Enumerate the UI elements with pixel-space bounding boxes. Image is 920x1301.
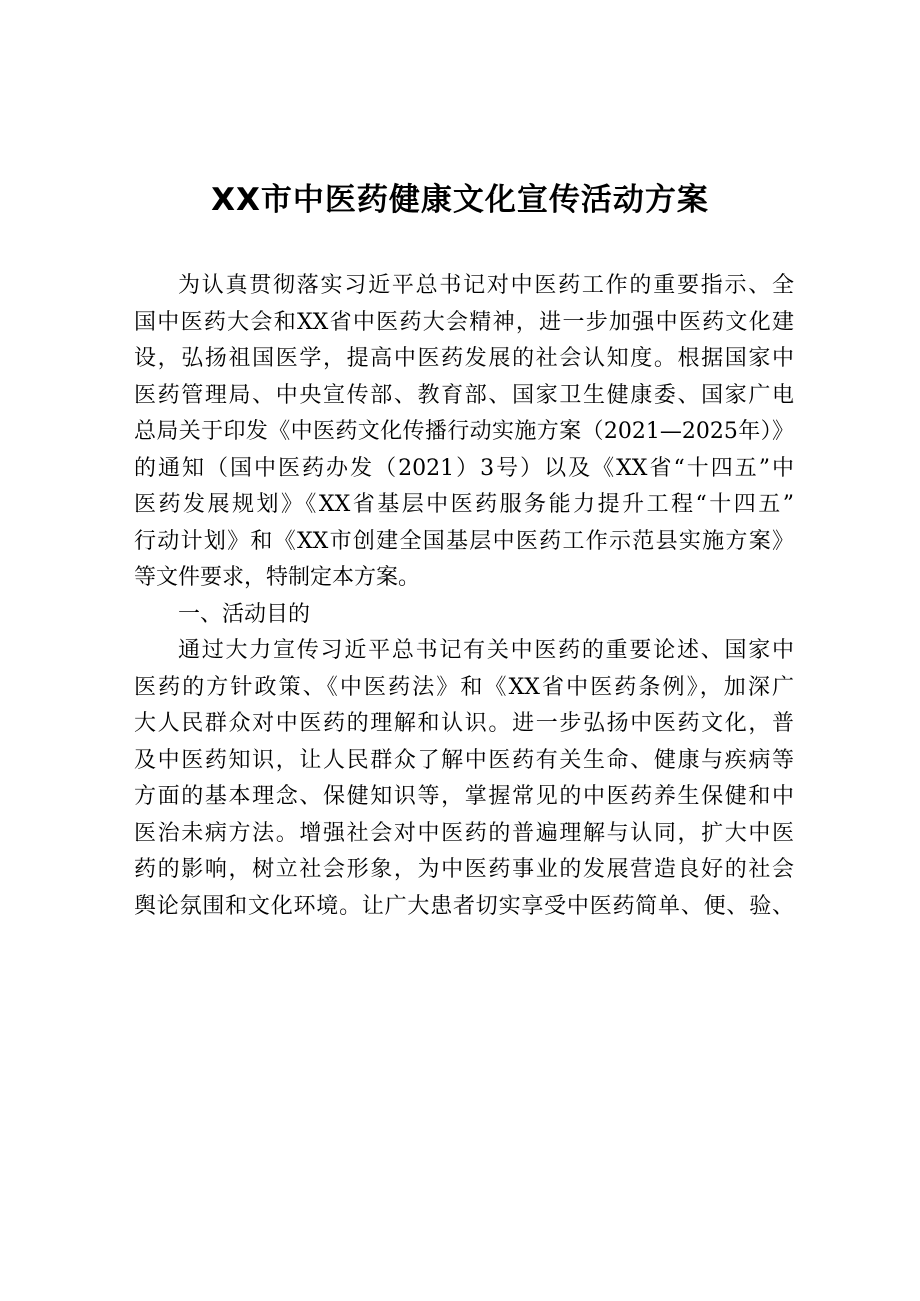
purpose-paragraph-line: 医药的方针政策、《中医药法》和《XX省中医药条例》，加深广 xyxy=(134,674,794,700)
intro-paragraph-line: 设，弘扬祖国医学，提高中医药发展的社会认知度。根据国家中 xyxy=(134,346,794,371)
intro-paragraph-line: 的通知（国中医药办发（2021）3号）以及《XX省“十四五”中 xyxy=(134,455,794,481)
purpose-paragraph-line: 医治未病方法。增强社会对中医药的普遍理解与认同，扩大中医 xyxy=(134,820,794,846)
document-body xyxy=(134,268,794,925)
intro-paragraph-line: 为认真贯彻落实习近平总书记对中医药工作的重要指示、全 xyxy=(178,273,794,298)
document-title: XX市中医药健康文化宣传活动方案 xyxy=(211,182,709,218)
purpose-paragraph-line: 及中医药知识，让人民群众了解中医药有关生命、健康与疾病等 xyxy=(134,747,794,773)
purpose-paragraph-line: 通过大力宣传习近平总书记有关中医药的重要论述、国家中 xyxy=(178,638,794,663)
purpose-paragraph-line: 大人民群众对中医药的理解和认识。进一步弘扬中医药文化，普 xyxy=(134,711,794,736)
intro-paragraph-line: 医药发展规划》《XX省基层中医药服务能力提升工程“十四五” xyxy=(134,492,794,517)
intro-paragraph-line: 行动计划》和《XX市创建全国基层中医药工作示范县实施方案》 xyxy=(134,528,794,554)
intro-paragraph-line: 等文件要求，特制定本方案。 xyxy=(134,565,421,590)
intro-paragraph-line: 医药管理局、中央宣传部、教育部、国家卫生健康委、国家广电 xyxy=(134,382,794,408)
purpose-paragraph-line: 药的影响，树立社会形象，为中医药事业的发展营造良好的社会 xyxy=(134,857,794,882)
purpose-paragraph-line: 舆论氛围和文化环境。让广大患者切实享受中医药简单、便、验、 xyxy=(134,893,794,919)
purpose-paragraph-line: 方面的基本理念、保健知识等，掌握常见的中医药养生保健和中 xyxy=(134,784,794,809)
section-heading: 一、活动目的 xyxy=(178,601,311,627)
intro-paragraph-line: 总局关于印发《中医药文化传播行动实施方案（2021—2025年）》 xyxy=(134,419,794,444)
intro-paragraph-line: 国中医药大会和XX省中医药大会精神，进一步加强中医药文化建 xyxy=(134,309,794,335)
